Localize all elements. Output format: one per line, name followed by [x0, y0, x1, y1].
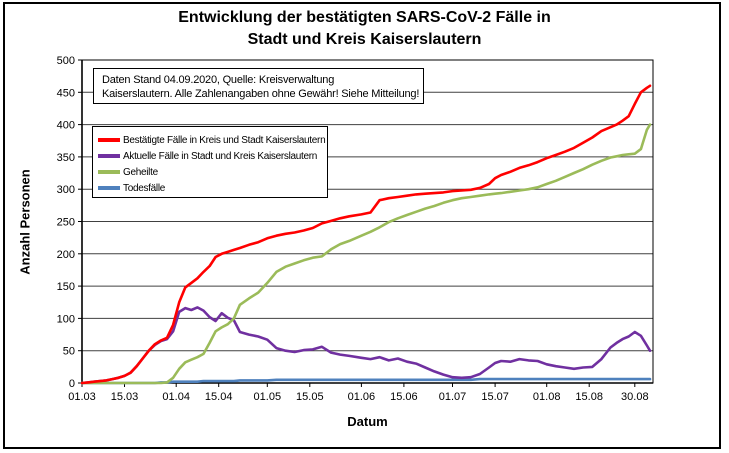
legend-line-swatch-recovered — [98, 170, 120, 174]
x-tick-label: 01.07 — [438, 391, 467, 403]
legend-item-active — [93, 148, 327, 164]
legend-line-swatch-confirmed — [98, 138, 120, 142]
y-tick-label: 150 — [56, 281, 75, 294]
legend-item-recovered — [93, 164, 327, 180]
legend-line-swatch-deaths — [98, 186, 120, 190]
x-tick-label: 15.03 — [110, 391, 139, 403]
note-line2: Kaiserslautern. Alle Zahlenangaben ohne Gewähr! Siehe Mitteilung! — [102, 88, 420, 100]
x-tick-label: 15.08 — [575, 391, 603, 403]
legend-item-confirmed — [93, 132, 327, 148]
y-tick-label: 350 — [56, 151, 75, 164]
x-tick-label: 01.08 — [532, 391, 561, 403]
legend-line-swatch-active — [98, 154, 120, 158]
x-tick-label: 01.03 — [68, 391, 96, 403]
x-tick-label: 15.05 — [296, 391, 324, 403]
legend-label-deaths: Todesfälle — [123, 182, 166, 194]
x-tick-label: 01.06 — [347, 391, 376, 403]
x-tick-label: 30.08 — [621, 391, 649, 403]
y-tick-label: 50 — [62, 345, 75, 358]
chart-title-line1: Entwicklung der bestätigten SARS-CoV-2 Fälle in — [178, 9, 551, 26]
x-tick-label: 15.04 — [204, 391, 233, 403]
legend — [92, 126, 328, 198]
x-axis-title: Datum — [347, 414, 388, 429]
y-tick-label: 0 — [68, 378, 75, 390]
y-tick-label: 450 — [56, 87, 75, 100]
x-tick-label: 01.04 — [162, 391, 190, 403]
y-tick-label: 200 — [56, 248, 75, 261]
y-tick-label: 100 — [56, 313, 75, 326]
y-axis-title: Anzahl Personen — [17, 169, 33, 275]
y-tick-label: 300 — [56, 184, 75, 197]
legend-label-active: Aktuelle Fälle in Stadt und Kreis Kaiserslautern — [123, 150, 318, 162]
y-tick-label: 250 — [56, 216, 75, 229]
x-tick-label: 15.07 — [481, 391, 509, 403]
legend-label-recovered: Geheilte — [123, 166, 158, 178]
legend-item-deaths — [93, 180, 327, 196]
legend-label-confirmed: Bestätigte Fälle in Kreis und Stadt Kaiserslautern — [123, 134, 326, 146]
y-tick-label: 400 — [56, 119, 75, 132]
y-tick-label: 500 — [56, 55, 75, 67]
x-tick-label: 01.05 — [253, 391, 282, 403]
data-source-note — [93, 68, 424, 104]
x-tick-label: 15.06 — [390, 391, 418, 403]
chart-title-line2: Stadt und Kreis Kaiserslautern — [247, 31, 482, 48]
note-line1: Daten Stand 04.09.2020, Quelle: Kreisverwaltung — [102, 74, 335, 86]
